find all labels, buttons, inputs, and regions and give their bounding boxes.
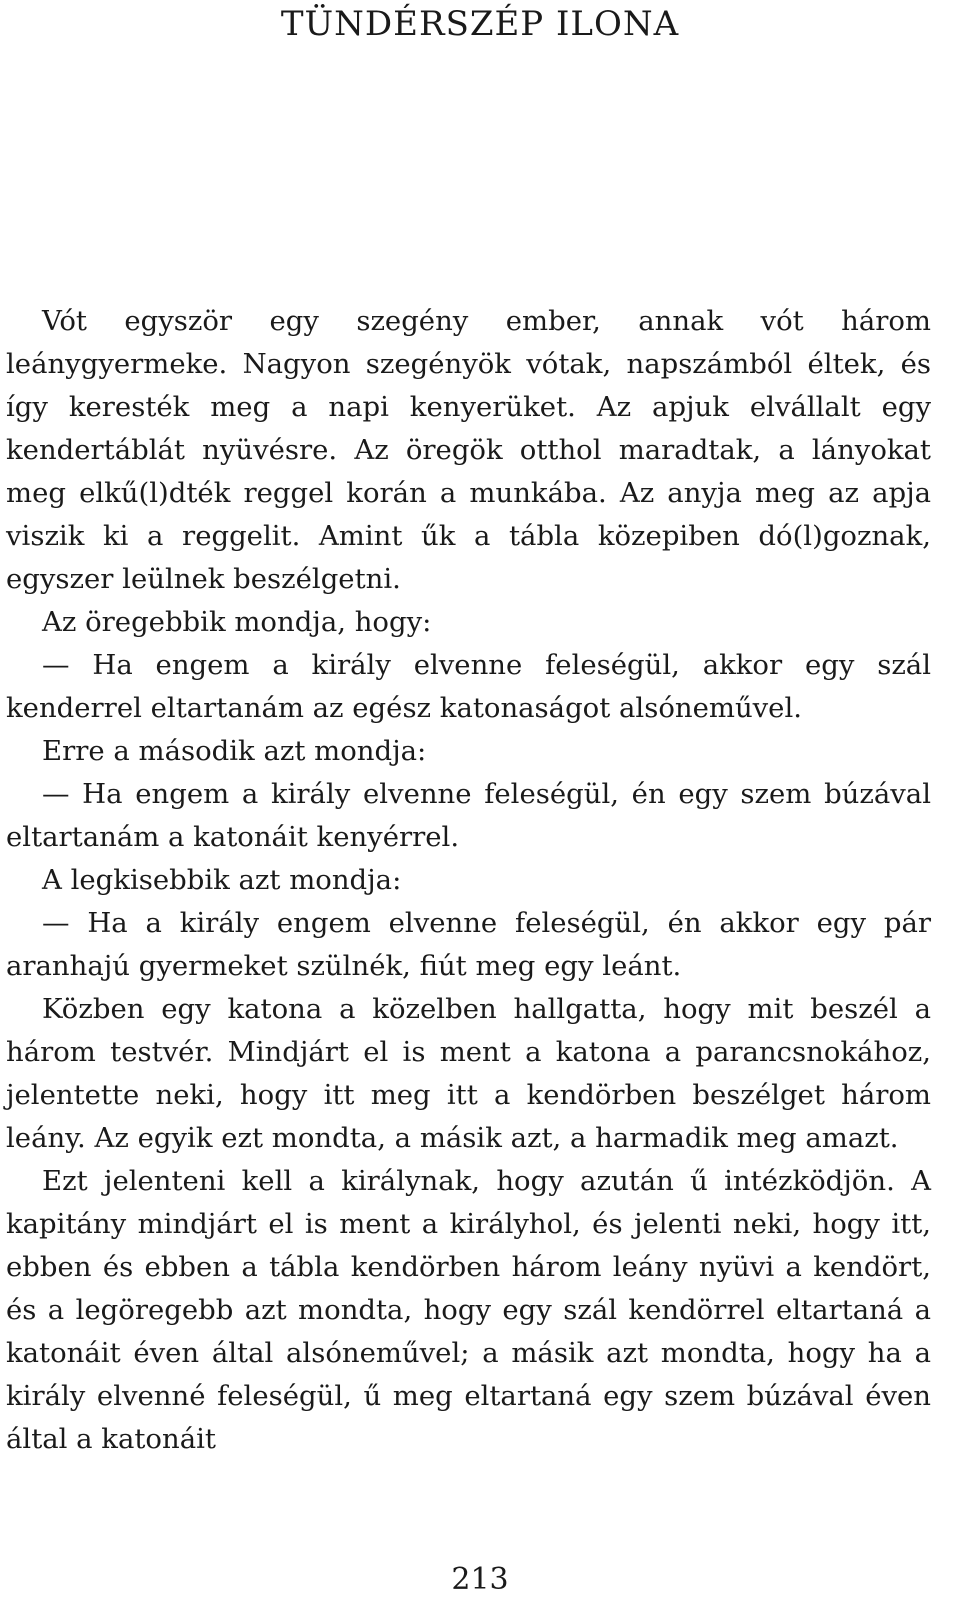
page-number: 213: [451, 1562, 509, 1597]
paragraph-9: Ezt jelenteni kell a királynak, hogy azután ű intézködjön. A kapitány mindjárt el is ment a királyhol, és jelenti neki, hogy itt, ebben és ebben a tábla kendörben három leány nyüvi a kendört, és a legöregebb azt mondta, hogy egy szál kendörrel eltartaná a katonáit éven által alsóneművel; a másik azt mondta, hogy ha a király elvenné feleségül, ű meg eltartaná egy szem búzával éven által a katonáit: [6, 1165, 931, 1455]
paragraph-1: Vót egyször egy szegény ember, annak vót három leánygyermeke. Nagyon szegényök vótak, napszámból éltek, és így keresték meg a napi kenyerüket. Az apjuk elvállalt egy kendertáblát nyüvésre. Az öregök otthol maradtak, a lányokat meg elkű(l)dték reggel korán a munkába. Az anyja meg az apja viszik ki a reggelit. Amint űk a tábla közepiben dó(l)goznak, egyszer leülnek beszélgetni.: [6, 305, 931, 595]
paragraph-2: Az öregebbik mondja, hogy:: [42, 606, 432, 638]
paragraph-8: Közben egy katona a közelben hallgatta, hogy mit beszél a három testvér. Mindjárt el is ment a katona a parancsnokához, jelentette neki, hogy itt meg itt a kendörben beszélget három leány. Az egyik ezt mondta, a másik azt, a harmadik meg amazt.: [6, 993, 931, 1154]
running-head-title: TÜNDÉRSZÉP ILONA: [280, 4, 680, 44]
story-text: [6, 300, 931, 1461]
paragraph-7-dialogue: — Ha a király engem elvenne feleségül, én akkor egy pár aranhajú gyermeket szülnék, fiút meg egy leánt.: [6, 907, 931, 982]
paragraph-3-dialogue: — Ha engem a király elvenne feleségül, akkor egy szál kenderrel eltartanám az egész katonaságot alsóneművel.: [6, 649, 931, 724]
paragraph-4: Erre a második azt mondja:: [42, 735, 427, 767]
paragraph-6: A legkisebbik azt mondja:: [42, 864, 402, 896]
paragraph-5-dialogue: — Ha engem a király elvenne feleségül, én egy szem búzával eltartanám a katonáit kenyérrel.: [6, 778, 931, 853]
